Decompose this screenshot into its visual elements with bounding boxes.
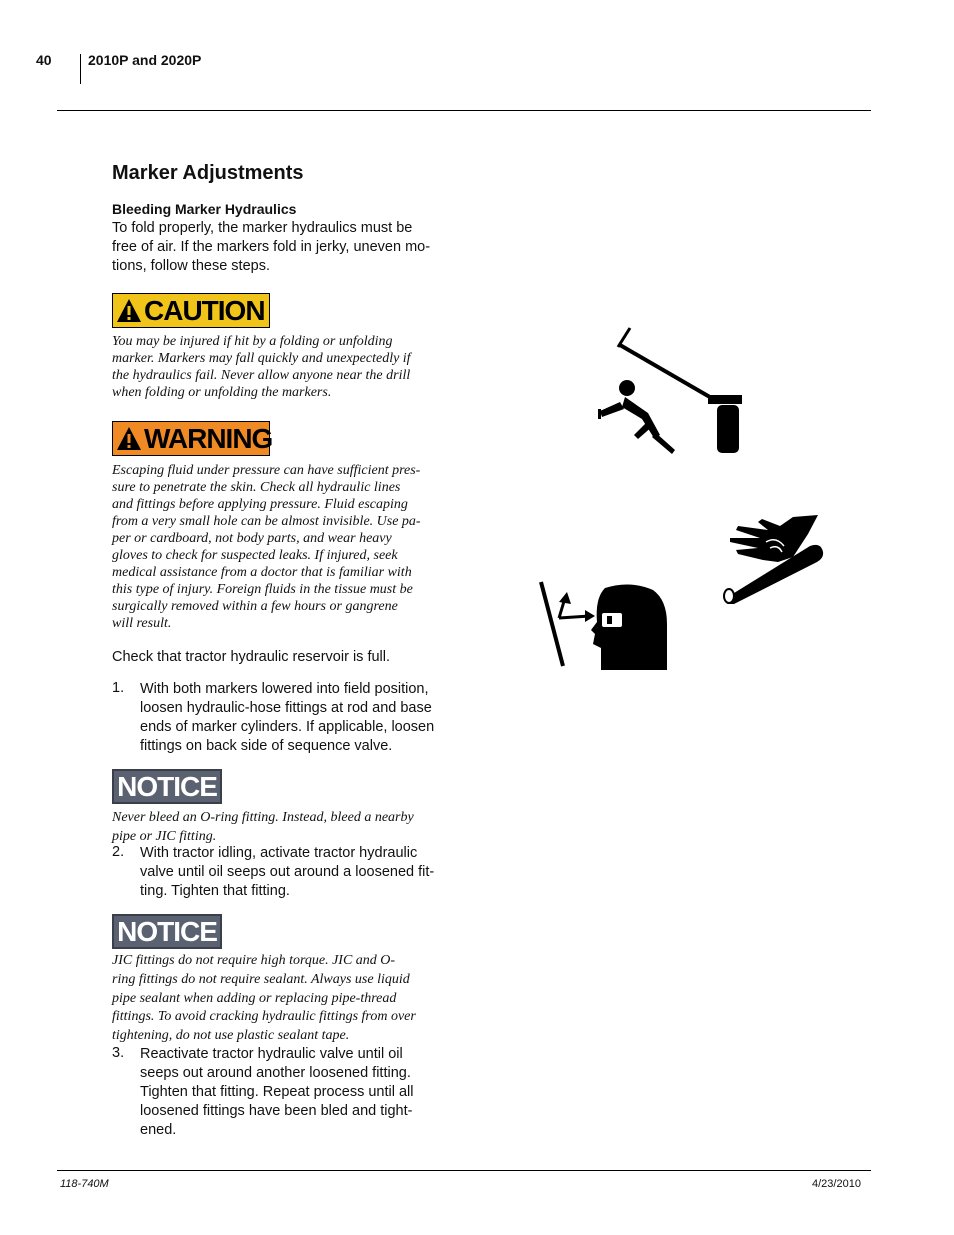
notice-line: pipe sealant when adding or replacing pipe-thread [112,990,397,1006]
warning-label: WARNING [144,422,273,454]
warning-line: gloves to check for suspected leaks. If injured, seek [112,548,398,563]
intro-line: To fold properly, the marker hydraulics must be [112,220,413,236]
step-text [140,680,434,756]
notice-label: NOTICE [117,770,217,802]
intro-line: free of air. If the markers fold in jerky, uneven mo- [112,239,431,255]
notice-sign [112,769,222,804]
eye-protection-icon [535,578,670,673]
step-text [140,1045,414,1140]
caution-label: CAUTION [144,294,265,326]
step-number: 1. [112,680,125,696]
step-number: 3. [112,1045,125,1061]
notice-sign [112,914,222,949]
intro-line: tions, follow these steps. [112,258,270,274]
page-number: 40 [36,52,52,68]
step-line: ting. Tighten that fitting. [140,883,290,899]
warning-line: Escaping fluid under pressure can have sufficient pres- [112,463,421,478]
warning-sign [112,421,273,456]
hydraulic-hand-injection-icon [718,512,828,604]
step-number: 2. [112,844,125,860]
step-line: fittings on back side of sequence valve. [140,738,393,754]
step-line: With tractor idling, activate tractor hydraulic [140,845,418,861]
step-text [140,844,434,901]
warning-line: and fittings before applying pressure. Fluid escaping [112,497,408,512]
step-line: loosen hydraulic-hose fittings at rod and base [140,700,432,716]
notice-text [112,808,414,846]
header-title: 2010P and 2020P [88,52,202,68]
notice-line: pipe or JIC fitting. [112,829,217,844]
warning-line: this type of injury. Foreign fluids in the tissue must be [112,582,413,597]
step-line: With both markers lowered into field position, [140,681,429,697]
subsection-title: Bleeding Marker Hydraulics [112,201,297,217]
step-line: seeps out around another loosened fitting. [140,1065,411,1081]
step-line: loosened fittings have been bled and tight- [140,1103,413,1119]
caution-line: the hydraulics fail. Never allow anyone near the drill [112,368,411,383]
caution-line: marker. Markers may fall quickly and unexpectedly if [112,351,411,366]
warning-line: will result. [112,616,172,631]
notice-line: ring fittings do not require sealant. Always use liquid [112,971,410,987]
document-number: 118-740M [60,1178,109,1190]
warning-line: surgically removed within a few hours or gangrene [112,599,398,614]
warning-line: medical assistance from a doctor that is familiar with [112,565,412,580]
notice-line: fittings. To avoid cracking hydraulic fittings from over [112,1009,416,1025]
step-line: Reactivate tractor hydraulic valve until oil [140,1046,403,1062]
notice-label: NOTICE [117,915,217,947]
warning-line: per or cardboard, not body parts, and wear heavy [112,531,392,546]
warning-line: sure to penetrate the skin. Check all hydraulic lines [112,480,401,495]
alert-triangle-icon [116,298,142,324]
caution-sign [112,293,270,328]
header-divider [80,54,81,84]
warning-text [112,462,421,632]
caution-line: You may be injured if hit by a folding or unfolding [112,334,393,349]
step-line: ened. [140,1122,177,1138]
step-line: valve until oil seeps out around a loosened fit- [140,864,435,880]
notice-line: Never bleed an O-ring fitting. Instead, bleed a nearby [112,810,414,825]
alert-triangle-icon [116,426,142,452]
intro-paragraph [112,219,430,276]
warning-line: from a very small hole can be almost invisible. Use pa- [112,514,421,529]
notice-line: JIC fittings do not require high torque. JIC and O- [112,953,396,968]
footer-rule [57,1170,871,1171]
document-date: 4/23/2010 [812,1178,861,1190]
check-text: Check that tractor hydraulic reservoir is full. [112,649,391,665]
section-title: Marker Adjustments [112,162,304,184]
marker-fold-hazard-icon [590,325,750,460]
caution-text [112,333,411,401]
caution-line: when folding or unfolding the markers. [112,385,332,400]
step-line: Tighten that fitting. Repeat process until all [140,1084,414,1100]
header-rule [57,110,871,111]
notice-text [112,952,416,1046]
step-line: ends of marker cylinders. If applicable, loosen [140,719,435,735]
notice-line: tightening, do not use plastic sealant tape. [112,1028,350,1044]
